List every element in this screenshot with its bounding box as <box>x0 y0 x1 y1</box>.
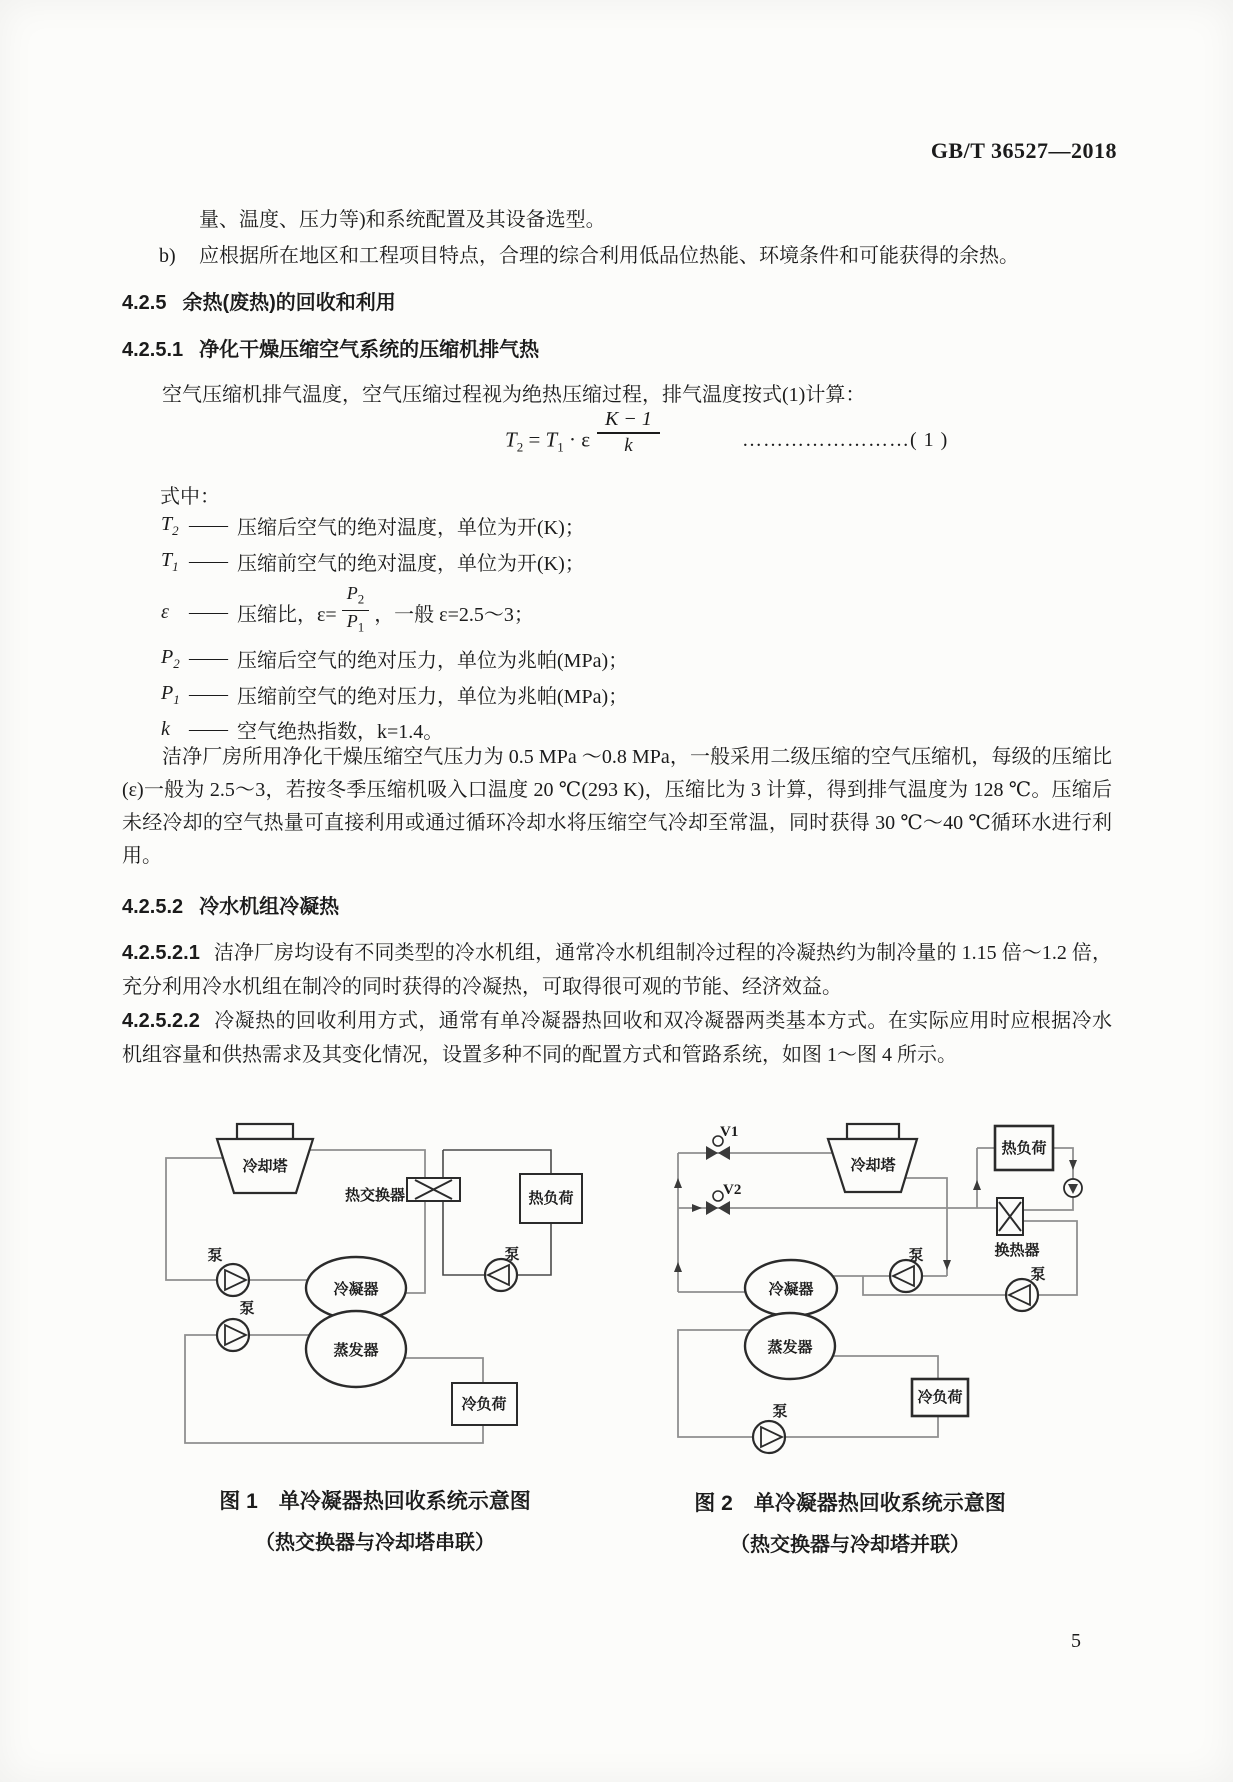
heat-load-label: 热负荷 <box>1001 1141 1047 1157</box>
section-title: 净化干燥压缩空气系统的压缩机排气热 <box>199 339 540 361</box>
heat-exchanger-shape <box>997 1198 1023 1235</box>
clause-text: 洁净厂房均设有不同类型的冷水机组，通常冷水机组制冷过程的冷凝热约为制冷量的 1.15 倍～1.2 倍，充分利用冷水机组在制冷的同时获得的冷凝热，可取得很可观的节能、经济效益。 <box>122 942 1112 998</box>
equation-lhs: T <box>505 427 517 452</box>
definition-dash: —— <box>189 683 227 705</box>
clause-text: 冷凝热的回收利用方式，通常有单冷凝器热回收和双冷凝器两类基本方式。在实际应用时应根据冷水机组容量和供热需求及其变化情况，设置多种不同的配置方式和管路系统，如图 1～图 4 所示。 <box>122 1010 1112 1066</box>
clause-number: 4.2.5.2.2 <box>122 1010 200 1032</box>
definition-dash: —— <box>189 600 227 623</box>
list-item-b-label: b) <box>159 245 176 267</box>
equation-rhs-subscript: 1 <box>557 439 564 455</box>
epsilon-symbol: ε <box>581 427 591 452</box>
pump-label: 泵 <box>908 1248 924 1264</box>
definition-dash: —— <box>189 647 227 669</box>
equation-number: ( 1 ) <box>910 429 949 451</box>
standard-code: GB/T 36527—2018 <box>930 138 1117 163</box>
symbol-letter: T <box>161 548 173 571</box>
figure-2-diagram <box>620 1108 1120 1468</box>
pump-label: 泵 <box>772 1404 788 1420</box>
section-number: 4.2.5.2 <box>122 896 184 918</box>
section-number: 4.2.5 <box>122 292 167 314</box>
term-text-after: ，一般 ε=2.5～3； <box>374 603 534 626</box>
symbol-subscript: 2 <box>357 591 365 607</box>
fraction-numerator <box>342 583 370 611</box>
section-heading-4252 <box>122 890 339 919</box>
term-definition-p2 <box>161 644 628 673</box>
section-heading-4251 <box>122 333 539 362</box>
term-text: 压缩后空气的绝对压力，单位为兆帕(MPa)； <box>237 650 629 672</box>
fraction-denominator: k <box>624 435 633 456</box>
condenser-label: 冷凝器 <box>768 1282 814 1298</box>
definition-dash: —— <box>189 718 227 740</box>
term-definition-p1 <box>161 680 628 709</box>
symbol-subscript: 1 <box>173 691 180 707</box>
evaporator-label: 蒸发器 <box>767 1340 813 1356</box>
term-symbol <box>161 682 187 708</box>
symbol-letter: P <box>346 583 358 603</box>
figure-2-subtitle: （热交换器与冷却塔并联） <box>730 1534 970 1556</box>
heat-exchanger-label: 热交换器 <box>344 1188 405 1204</box>
clause-42522 <box>122 1004 1112 1072</box>
pump-label: 泵 <box>1030 1267 1046 1283</box>
definition-dash: —— <box>189 550 227 572</box>
term-text: 压缩前空气的绝对压力，单位为兆帕(MPa)； <box>237 686 629 708</box>
definition-dash: —— <box>189 514 227 536</box>
symbol-letter: P <box>161 681 174 704</box>
section-title: 余热(废热)的回收和利用 <box>182 292 396 314</box>
figure-1-caption <box>140 1485 610 1555</box>
symbol-subscript: 1 <box>357 619 365 635</box>
figure-2-caption <box>620 1487 1080 1557</box>
clause-42521 <box>122 936 1112 1004</box>
term-definition-epsilon <box>161 585 534 639</box>
figure-1-diagram <box>150 1108 620 1468</box>
figure-1-title: 图 1 单冷凝器热回收系统示意图 <box>219 1490 531 1513</box>
symbol-subscript: 2 <box>173 655 180 671</box>
cooling-load-label: 冷负荷 <box>461 1397 507 1413</box>
term-text: 压缩后空气的绝对温度，单位为开(K)； <box>237 517 585 539</box>
list-item-a-continuation: 量、温度、压力等)和系统配置及其设备选型。 <box>199 209 606 231</box>
page-number: 5 <box>1071 1630 1081 1652</box>
equals-sign: = <box>528 427 541 452</box>
symbol-subscript: 1 <box>172 558 179 574</box>
exponent-fraction <box>597 408 660 457</box>
valve-v2-label: V2 <box>723 1182 742 1198</box>
term-text: 空气绝热指数，k=1.4。 <box>237 721 444 743</box>
symbol-letter: P <box>346 610 358 631</box>
figure-2-title: 图 2 单冷凝器热回收系统示意图 <box>694 1492 1006 1515</box>
cooling-tower-label: 冷却塔 <box>242 1159 288 1175</box>
cooling-load-label: 冷负荷 <box>917 1390 963 1406</box>
pump-label: 泵 <box>239 1301 255 1317</box>
term-symbol <box>161 646 187 672</box>
heat-exchanger-shape <box>407 1178 460 1201</box>
heat-load-label: 热负荷 <box>528 1191 574 1207</box>
pump-label: 泵 <box>207 1248 223 1264</box>
term-text-before: 压缩比，ε= <box>237 603 337 626</box>
fraction-denominator <box>342 611 370 638</box>
term-text: 压缩前空气的绝对温度，单位为开(K)； <box>237 553 585 575</box>
list-item-b <box>159 239 1019 268</box>
section-title: 冷水机组冷凝热 <box>199 896 340 918</box>
valve-v1-label: V1 <box>720 1124 739 1140</box>
multiplication-dot: · <box>568 427 576 452</box>
symbol-subscript: 2 <box>172 522 179 538</box>
clause-number: 4.2.5.2.1 <box>122 942 200 964</box>
term-symbol <box>161 513 187 539</box>
symbol-letter: T <box>161 512 173 535</box>
figure-1-subtitle: （热交换器与冷却塔串联） <box>255 1532 495 1554</box>
dot-leader: …………………… <box>742 429 910 451</box>
fraction-numerator: K − 1 <box>597 408 660 434</box>
paragraph-formula-intro: 空气压缩机排气温度，空气压缩过程视为绝热压缩过程，排气温度按式(1)计算： <box>162 384 866 406</box>
term-definition-t2 <box>161 511 585 540</box>
equation-lhs-subscript: 2 <box>516 439 524 455</box>
cooling-tower-label: 冷却塔 <box>850 1158 896 1174</box>
term-definition-k <box>161 715 443 744</box>
equation-1 <box>505 408 660 466</box>
term-symbol: k <box>161 718 170 740</box>
term-symbol: ε <box>161 600 169 623</box>
term-symbol <box>161 549 187 575</box>
pump-label: 泵 <box>504 1247 520 1263</box>
term-definition-t1 <box>161 547 585 576</box>
evaporator-label: 蒸发器 <box>333 1343 379 1359</box>
equation-rhs: T <box>545 427 558 452</box>
where-label: 式中： <box>160 486 220 508</box>
symbol-letter: P <box>161 645 174 668</box>
equation-dot-leader <box>742 429 948 452</box>
section-heading-425 <box>122 286 396 315</box>
condenser-label: 冷凝器 <box>333 1282 379 1298</box>
heat-exchanger-label: 换热器 <box>994 1243 1040 1259</box>
small-pump-icon <box>1064 1179 1082 1197</box>
pressure-ratio-fraction <box>342 583 370 637</box>
section-number: 4.2.5.1 <box>122 339 184 361</box>
list-item-b-text: 应根据所在地区和工程项目特点，合理的综合利用低品位热能、环境条件和可能获得的余热。 <box>199 245 1019 267</box>
paragraph-compressed-air: 洁净厂房所用净化干燥压缩空气压力为 0.5 MPa ～0.8 MPa，一般采用二级压缩的空气压缩机，每级的压缩比(ε)一般为 2.5～3，若按冬季压缩机吸入口温度 20 ℃(293 K)，压缩比为 3 计算，得到排气温度为 128 ℃。压缩后未经冷却的空气热量可直接利用或通过循环冷却水将压缩空气冷却至常温，同时获得 30 ℃～40 ℃循环水进行利用。 <box>122 746 1112 867</box>
